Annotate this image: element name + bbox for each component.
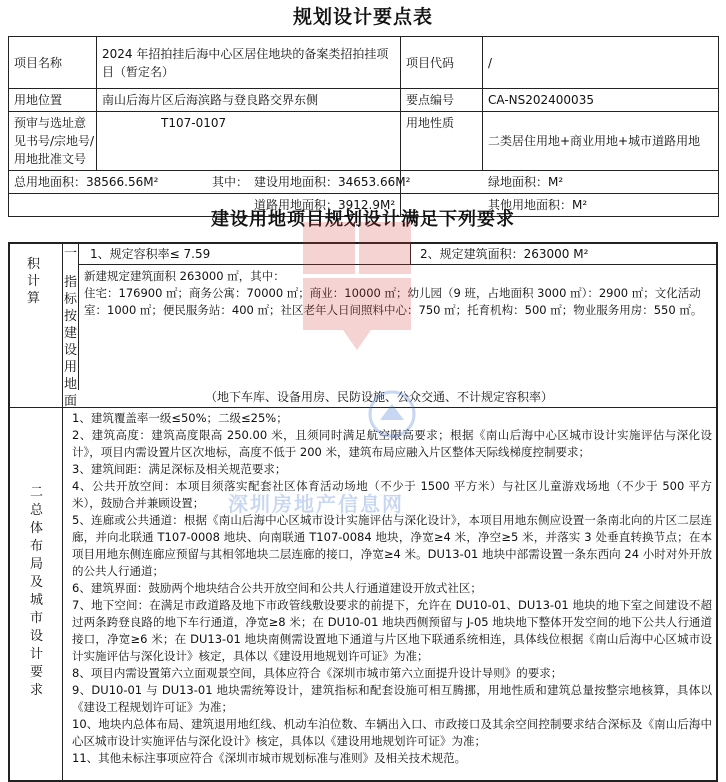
- far-value: 1、规定容积率≤ 7.59: [90, 247, 211, 261]
- requirements-title: 建设用地项目规划设计满足下列要求: [211, 209, 515, 230]
- land-nature-label: 用地性质: [401, 112, 483, 171]
- section2-items: [72, 410, 712, 767]
- build-area: 建设用地面积：34653.66M²: [254, 175, 411, 189]
- section1-index: 一: [63, 246, 77, 261]
- key-no-value: CA-NS202400035: [483, 89, 719, 112]
- requirement-item: 10、地块内总体布局、建筑退用地红线、机动车泊位数、车辆出入口、市政接口及其余空间控制要求结合深标及《南山后海中心区城市设计实施评估与深化设计》核定，具体以《建设用地规划许可证》为准；: [72, 717, 712, 748]
- permit-label: 预审与选址意见书号/宗地号/用地批准文号: [9, 112, 97, 171]
- section1-label: 积计算: [26, 257, 40, 306]
- other-area: 其他用地面积：M²: [401, 194, 719, 217]
- key-no-label: 要点编号: [401, 89, 483, 112]
- far-exclusion-note: （地下车库、设备用房、民防设施、公众交通、不计规定容积率）: [205, 390, 554, 404]
- gfa-detail: 新建规定建筑面积 263000 ㎡，其中： 住宅：176900 ㎡；商务公寓：70000 ㎡；商业：10000 ㎡；幼儿园（9 班，占地面积 3000 ㎡）：2900 ㎡；文化活动室：1000 ㎡；便民服务站：400 ㎡；社区老年人日间照料中心：750 ㎡；托育机构：500 ㎡；物业服务用房：550 ㎡。: [84, 269, 703, 317]
- requirement-item: 3、建筑间距：满足深标及相关规范要求；: [72, 462, 287, 476]
- requirement-item: 8、项目内需设置第六立面观景空间，具体应符合《深圳市城市第六立面提升设计导则》的要求；: [72, 666, 563, 680]
- requirement-item: 9、DU10-01 与 DU13-01 地块需统筹设计，建筑指标和配套设施可相互腾挪，用地性质和建筑总量按整宗地核算，具体以《建设工程规划许可证》为准；: [72, 683, 712, 714]
- section2-label: 二总体布局及城市设计要求: [29, 485, 43, 698]
- project-code-label: 项目代码: [401, 37, 483, 89]
- of-which-label: 其中：: [212, 175, 249, 189]
- requirement-item: 2、建筑高度：建筑高度限高 250.00 米，且须同时满足航空限高要求；根据《南山后海中心区城市设计实施评估与深化设计》，项目内需设置片区次地标，高度不低于 200 米，建筑布局应融入片区整体天际线梯度控制要求；: [72, 428, 712, 459]
- permit-value: T107-0107: [97, 112, 401, 171]
- requirement-item: 6、建筑界面：鼓励两个地块结合公共开放空间和公共人行通道建设开放式社区；: [72, 581, 482, 595]
- location-label: 用地位置: [9, 89, 97, 112]
- road-area: 道路用地面积：3912.9M²: [254, 198, 396, 212]
- watermark-text: 深圳房地产信息网: [228, 492, 404, 516]
- project-code-value: /: [483, 37, 719, 89]
- requirement-item: 5、连廊或公共通道：根据《南山后海中心区城市设计实施评估与深化设计》，本项目用地东侧应设置一条南北向的片区二层连廊，并向北联通 T107-0008 地块、向南联通 T107-0084 地块，净宽≥4 米，净空≥5 米，并落实 3 处垂直转换节点；在本项目用地东侧连廊应预留与其相邻地块二层连廊的接口，净宽≥4 米。DU13-01 地块中部需设置一条东西向 24 小时对外开放的公共人行通道；: [72, 513, 712, 578]
- project-name-label: 项目名称: [9, 37, 97, 89]
- land-nature-value: 二类居住用地+商业用地+城市道路用地: [483, 112, 719, 171]
- document-title: 规划设计要点表: [292, 6, 433, 28]
- project-info-table: [8, 36, 719, 217]
- location-value: 南山后海片区后海滨路与登良路交界东侧: [97, 89, 401, 112]
- gfa-value: 2、规定建筑面积：263000 M²: [420, 247, 589, 261]
- requirements-table: [8, 242, 718, 782]
- area-row-1: [9, 171, 411, 194]
- requirement-item: 1、建筑覆盖率一级≤50%；二级≤25%；: [72, 411, 288, 425]
- requirement-item: 7、地下空间：在满足市政道路及地下市政管线敷设要求的前提下，允许在 DU10-01、DU13-01 地块的地下室之间建设不超过两条跨登良路的地下车行通道，净宽≥8 米；在 DU10-01 地块西侧预留与 J-05 地块地下整体开发空间的地下公共人行通道接口，净宽≥6 米；在 DU13-01 地块南侧需设置地下通道与片区地下联通系统相连，具体线位根据《南山后海中心区城市设计实施评估与深化设计》核定，具体以《建设用地规划许可证》为准；: [72, 598, 712, 663]
- green-area: 绿地面积：M²: [401, 171, 719, 194]
- requirement-item: 11、其他未标注事项应符合《深圳市城市规划标准与准则》及相关技术规范。: [72, 751, 467, 765]
- section1-sub-label: 指标按建设用地面: [63, 275, 77, 409]
- project-name-value: 2024 年招拍挂后海中心区居住地块的备案类招拍挂项目（暂定名）: [97, 37, 401, 89]
- requirement-item: 4、公共开放空间：本项目须落实配套社区体育活动场地（不少于 1500 平方米）与社区儿童游戏场地（不少于 500 平方米），鼓励合并兼顾设置；: [72, 479, 712, 510]
- total-area: 总用地面积：38566.56M²: [14, 175, 159, 189]
